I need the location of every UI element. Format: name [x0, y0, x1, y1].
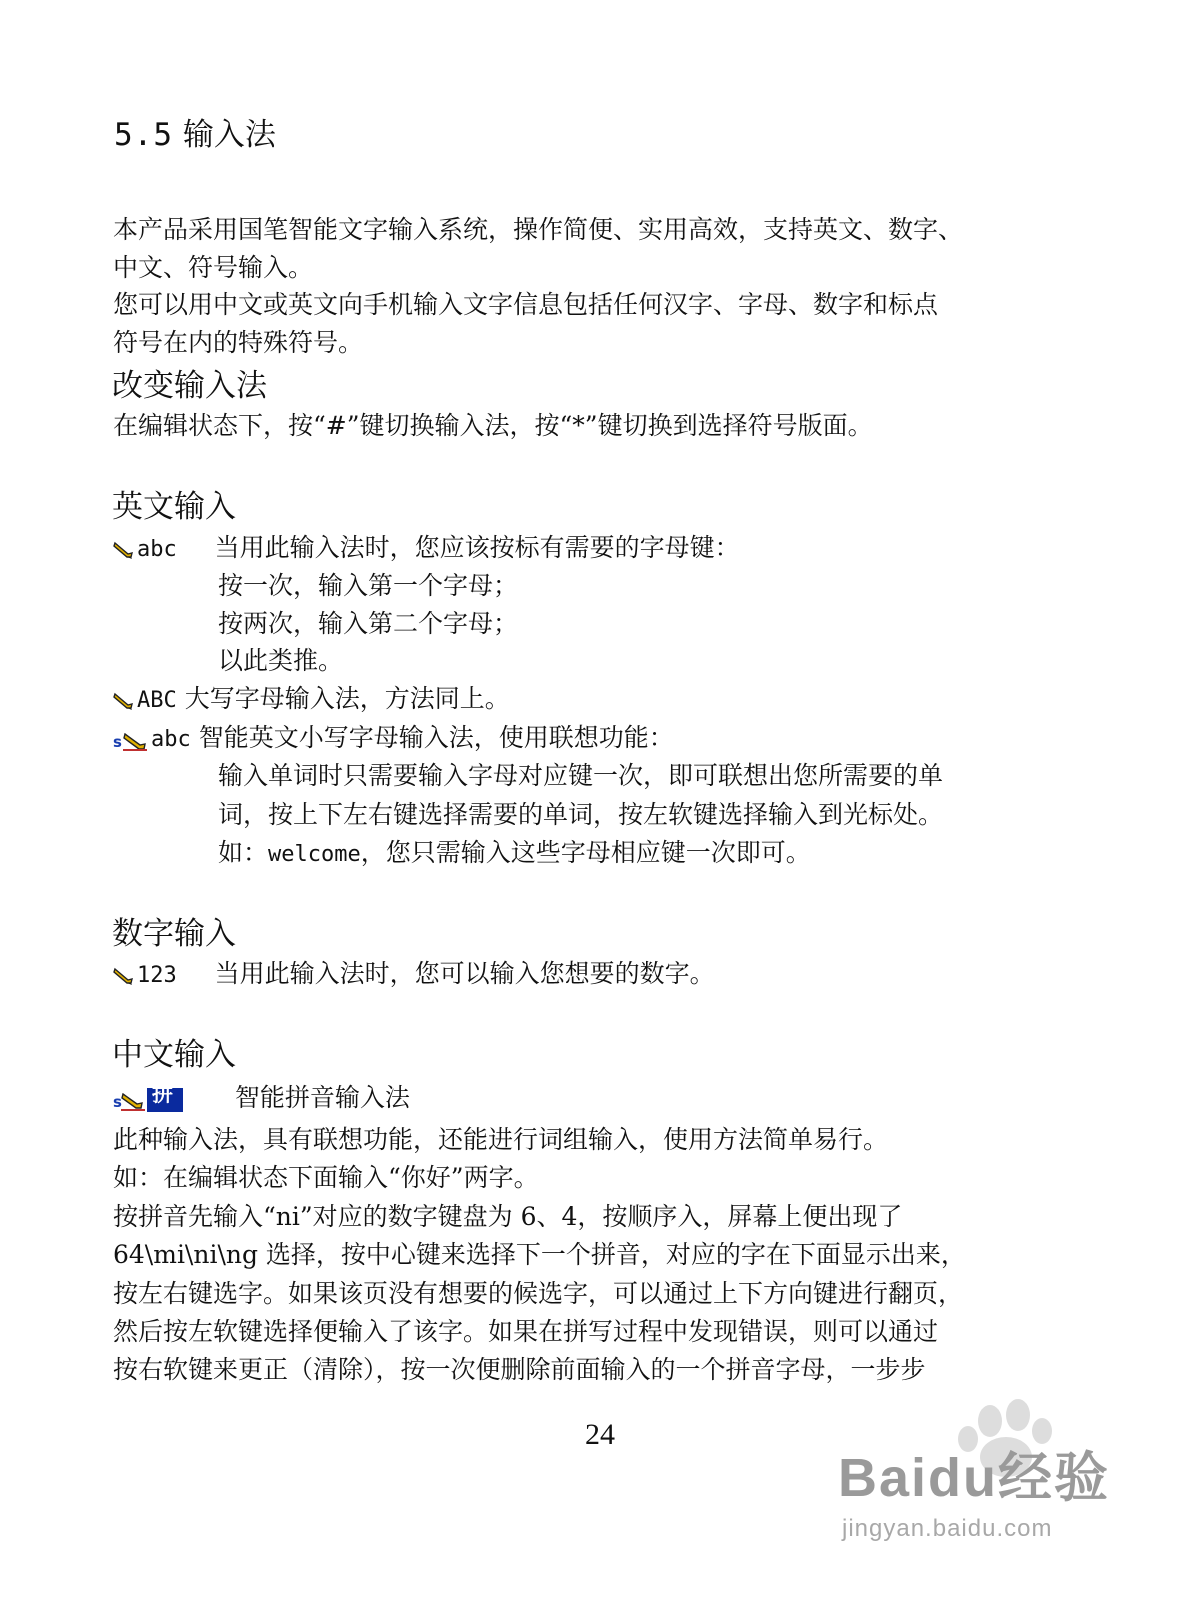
section-title-text: 输入法 — [182, 117, 276, 153]
section-number: 5.5 — [114, 117, 173, 153]
smart-english-line: 词，按上下左右键选择需要的单词，按左软键选择输入到光标处。 — [218, 800, 944, 829]
pinyin-row — [113, 1080, 410, 1116]
abc-step: 按两次，输入第二个字母； — [218, 609, 519, 638]
page-number: 24 — [585, 1418, 615, 1451]
pinyin-icon-char: 拼 — [152, 1082, 173, 1106]
smart-english-line: 输入单词时只需要输入字母对应键一次，即可联想出您所需要的单 — [218, 761, 944, 790]
intro-line: 符号在内的特殊符号。 — [113, 328, 364, 357]
section-title — [114, 113, 276, 157]
english-heading: 英文输入 — [112, 489, 236, 525]
pencil-icon — [113, 539, 137, 561]
chinese-heading: 中文输入 — [112, 1037, 236, 1073]
change-heading: 改变输入法 — [112, 368, 267, 404]
number-label: 123 — [137, 963, 177, 988]
smart-pencil-icon — [113, 728, 151, 752]
pencil-icon — [113, 965, 137, 987]
abc-label: abc — [137, 537, 177, 562]
smart-english-desc: 智能英文小写字母输入法，使用联想功能： — [198, 723, 674, 752]
pencil-icon — [113, 690, 137, 712]
intro-line: 您可以用中文或英文向手机输入文字信息包括任何汉字、字母、数字和标点 — [113, 290, 939, 319]
number-desc: 当用此输入法时，您可以输入您想要的数字。 — [214, 959, 715, 988]
chinese-line: 此种输入法，具有联想功能，还能进行词组输入，使用方法简单易行。 — [113, 1125, 889, 1154]
uppercase-desc: 大写字母输入法，方法同上。 — [184, 684, 510, 713]
smart-pinyin-icon — [113, 1086, 185, 1114]
intro-line: 中文、符号输入。 — [113, 253, 314, 282]
number-row — [113, 956, 715, 994]
change-text: 在编辑状态下，按“#”键切换输入法，按“*”键切换到选择符号版面。 — [113, 411, 873, 440]
smart-english-label: abc — [151, 727, 191, 752]
chinese-line: 如：在编辑状态下面输入“你好”两字。 — [113, 1163, 539, 1192]
svg-text:s: s — [113, 1092, 122, 1111]
watermark-url: jingyan.baidu.com — [842, 1515, 1053, 1542]
chinese-line: 然后按左软键选择便输入了该字。如果在拼写过程中发现错误，则可以通过 — [113, 1317, 939, 1346]
example-word: welcome — [268, 842, 361, 867]
watermark-brand: Baidu经验 — [838, 1448, 1111, 1508]
chinese-line: 按左右键选字。如果该页没有想要的候选字，可以通过上下方向键进行翻页， — [113, 1279, 964, 1308]
chinese-line: 按右软键来更正（清除），按一次便删除前面输入的一个拼音字母，一步步 — [113, 1355, 926, 1384]
uppercase-row — [113, 681, 510, 719]
uppercase-label: ABC — [137, 688, 177, 713]
pinyin-mode-name: 智能拼音输入法 — [234, 1083, 410, 1112]
intro-line: 本产品采用国笔智能文字输入系统，操作简便、实用高效，支持英文、数字、 — [113, 215, 964, 244]
smart-english-example: 如：welcome，您只需输入这些字母相应键一次即可。 — [218, 838, 811, 867]
abc-row — [113, 530, 740, 568]
abc-desc: 当用此输入法时，您应该按标有需要的字母键： — [214, 533, 740, 562]
smart-english-row — [113, 720, 674, 758]
chinese-line: 64\mi\ni\ng 选择，按中心键来选择下一个拼音，对应的字在下面显示出来， — [113, 1240, 966, 1269]
abc-step: 按一次，输入第一个字母； — [218, 571, 519, 600]
abc-step: 以此类推。 — [218, 646, 344, 675]
number-heading: 数字输入 — [112, 916, 236, 952]
chinese-line: 按拼音先输入“ni”对应的数字键盘为 6、4，按顺序入，屏幕上便出现了 — [113, 1202, 903, 1231]
svg-text:s: s — [113, 732, 122, 751]
